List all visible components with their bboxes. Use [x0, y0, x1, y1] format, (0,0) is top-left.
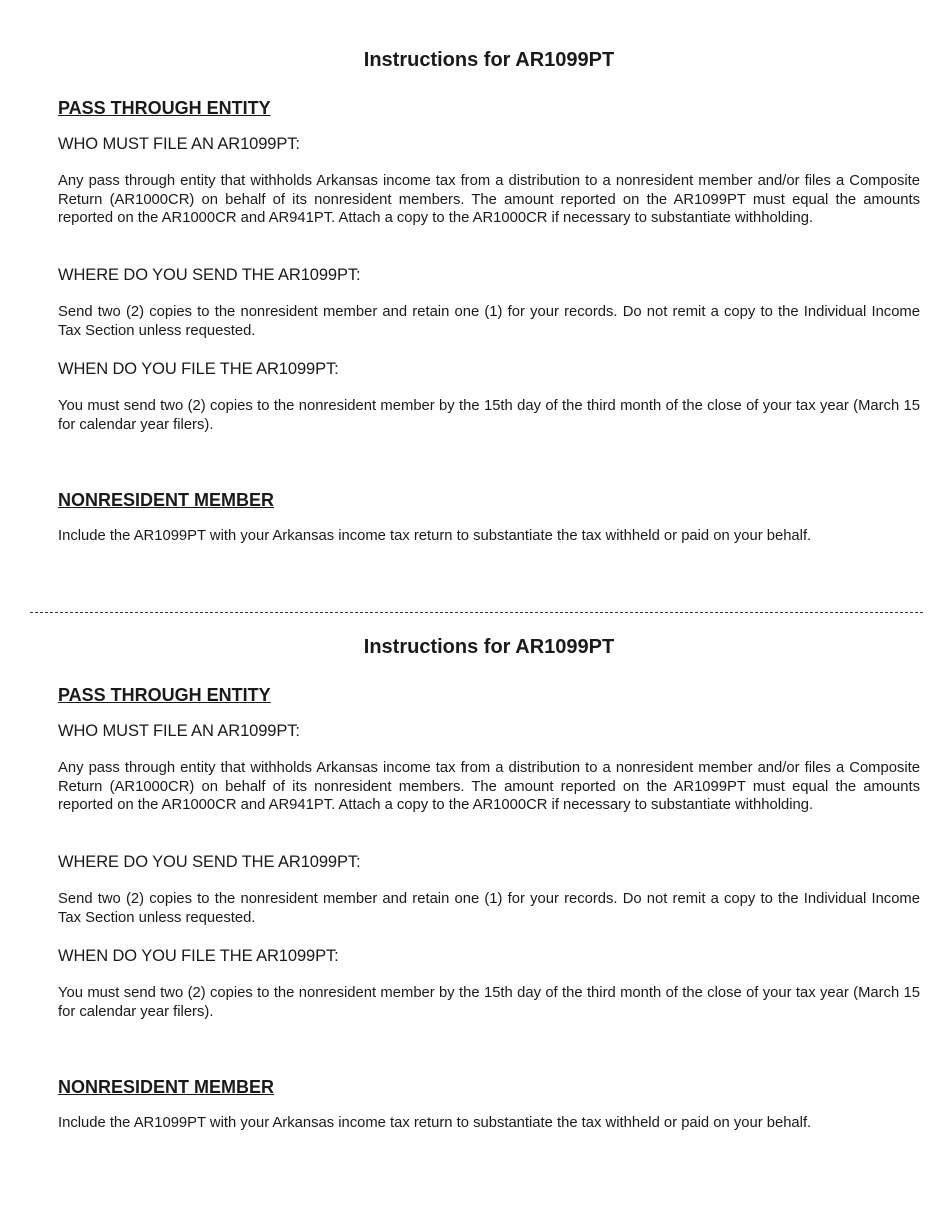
page-title: Instructions for AR1099PT — [363, 636, 615, 658]
when-file-question: WHEN DO YOU FILE THE AR1099PT: — [58, 360, 339, 378]
cut-line-divider — [30, 612, 923, 613]
who-must-file-question: WHO MUST FILE AN AR1099PT: — [58, 135, 300, 153]
page-title: Instructions for AR1099PT — [363, 49, 615, 71]
pass-through-heading: PASS THROUGH ENTITY — [58, 98, 271, 118]
when-file-question: WHEN DO YOU FILE THE AR1099PT: — [58, 947, 339, 965]
who-must-file-answer: Any pass through entity that withholds Arkansas income tax from a distribution to a nonresident member and/or files a Composite Return (AR1000CR) on behalf of its nonresident members. The amount reported on the AR1099PT must equal the amounts reported on the AR1000CR and AR941PT. Attach a copy to the AR1000CR if necessary to substantiate withholding. — [58, 760, 920, 814]
nonresident-heading: NONRESIDENT MEMBER — [58, 490, 275, 510]
where-send-answer: Send two (2) copies to the nonresident member and retain one (1) for your records. Do not remit a copy to the Individual Income Tax Section unless requested. — [58, 891, 920, 926]
when-file-answer: You must send two (2) copies to the nonresident member by the 15th day of the third month of the close of your tax year (March 15 for calendar year filers). — [58, 398, 920, 433]
where-send-question: WHERE DO YOU SEND THE AR1099PT: — [58, 266, 361, 284]
who-must-file-answer: Any pass through entity that withholds Arkansas income tax from a distribution to a nonresident member and/or files a Composite Return (AR1000CR) on behalf of its nonresident members. The amount reported on the AR1099PT must equal the amounts reported on the AR1000CR and AR941PT. Attach a copy to the AR1000CR if necessary to substantiate withholding. — [58, 173, 920, 227]
nonresident-text: Include the AR1099PT with your Arkansas income tax return to substantiate the tax withheld or paid on your behalf. — [58, 1115, 812, 1131]
who-must-file-question: WHO MUST FILE AN AR1099PT: — [58, 722, 300, 740]
nonresident-heading: NONRESIDENT MEMBER — [58, 1077, 275, 1097]
where-send-answer: Send two (2) copies to the nonresident member and retain one (1) for your records. Do not remit a copy to the Individual Income Tax Section unless requested. — [58, 304, 920, 339]
where-send-question: WHERE DO YOU SEND THE AR1099PT: — [58, 853, 361, 871]
when-file-answer: You must send two (2) copies to the nonresident member by the 15th day of the third month of the close of your tax year (March 15 for calendar year filers). — [58, 985, 920, 1020]
pass-through-heading: PASS THROUGH ENTITY — [58, 685, 271, 705]
nonresident-text: Include the AR1099PT with your Arkansas income tax return to substantiate the tax withheld or paid on your behalf. — [58, 528, 812, 544]
